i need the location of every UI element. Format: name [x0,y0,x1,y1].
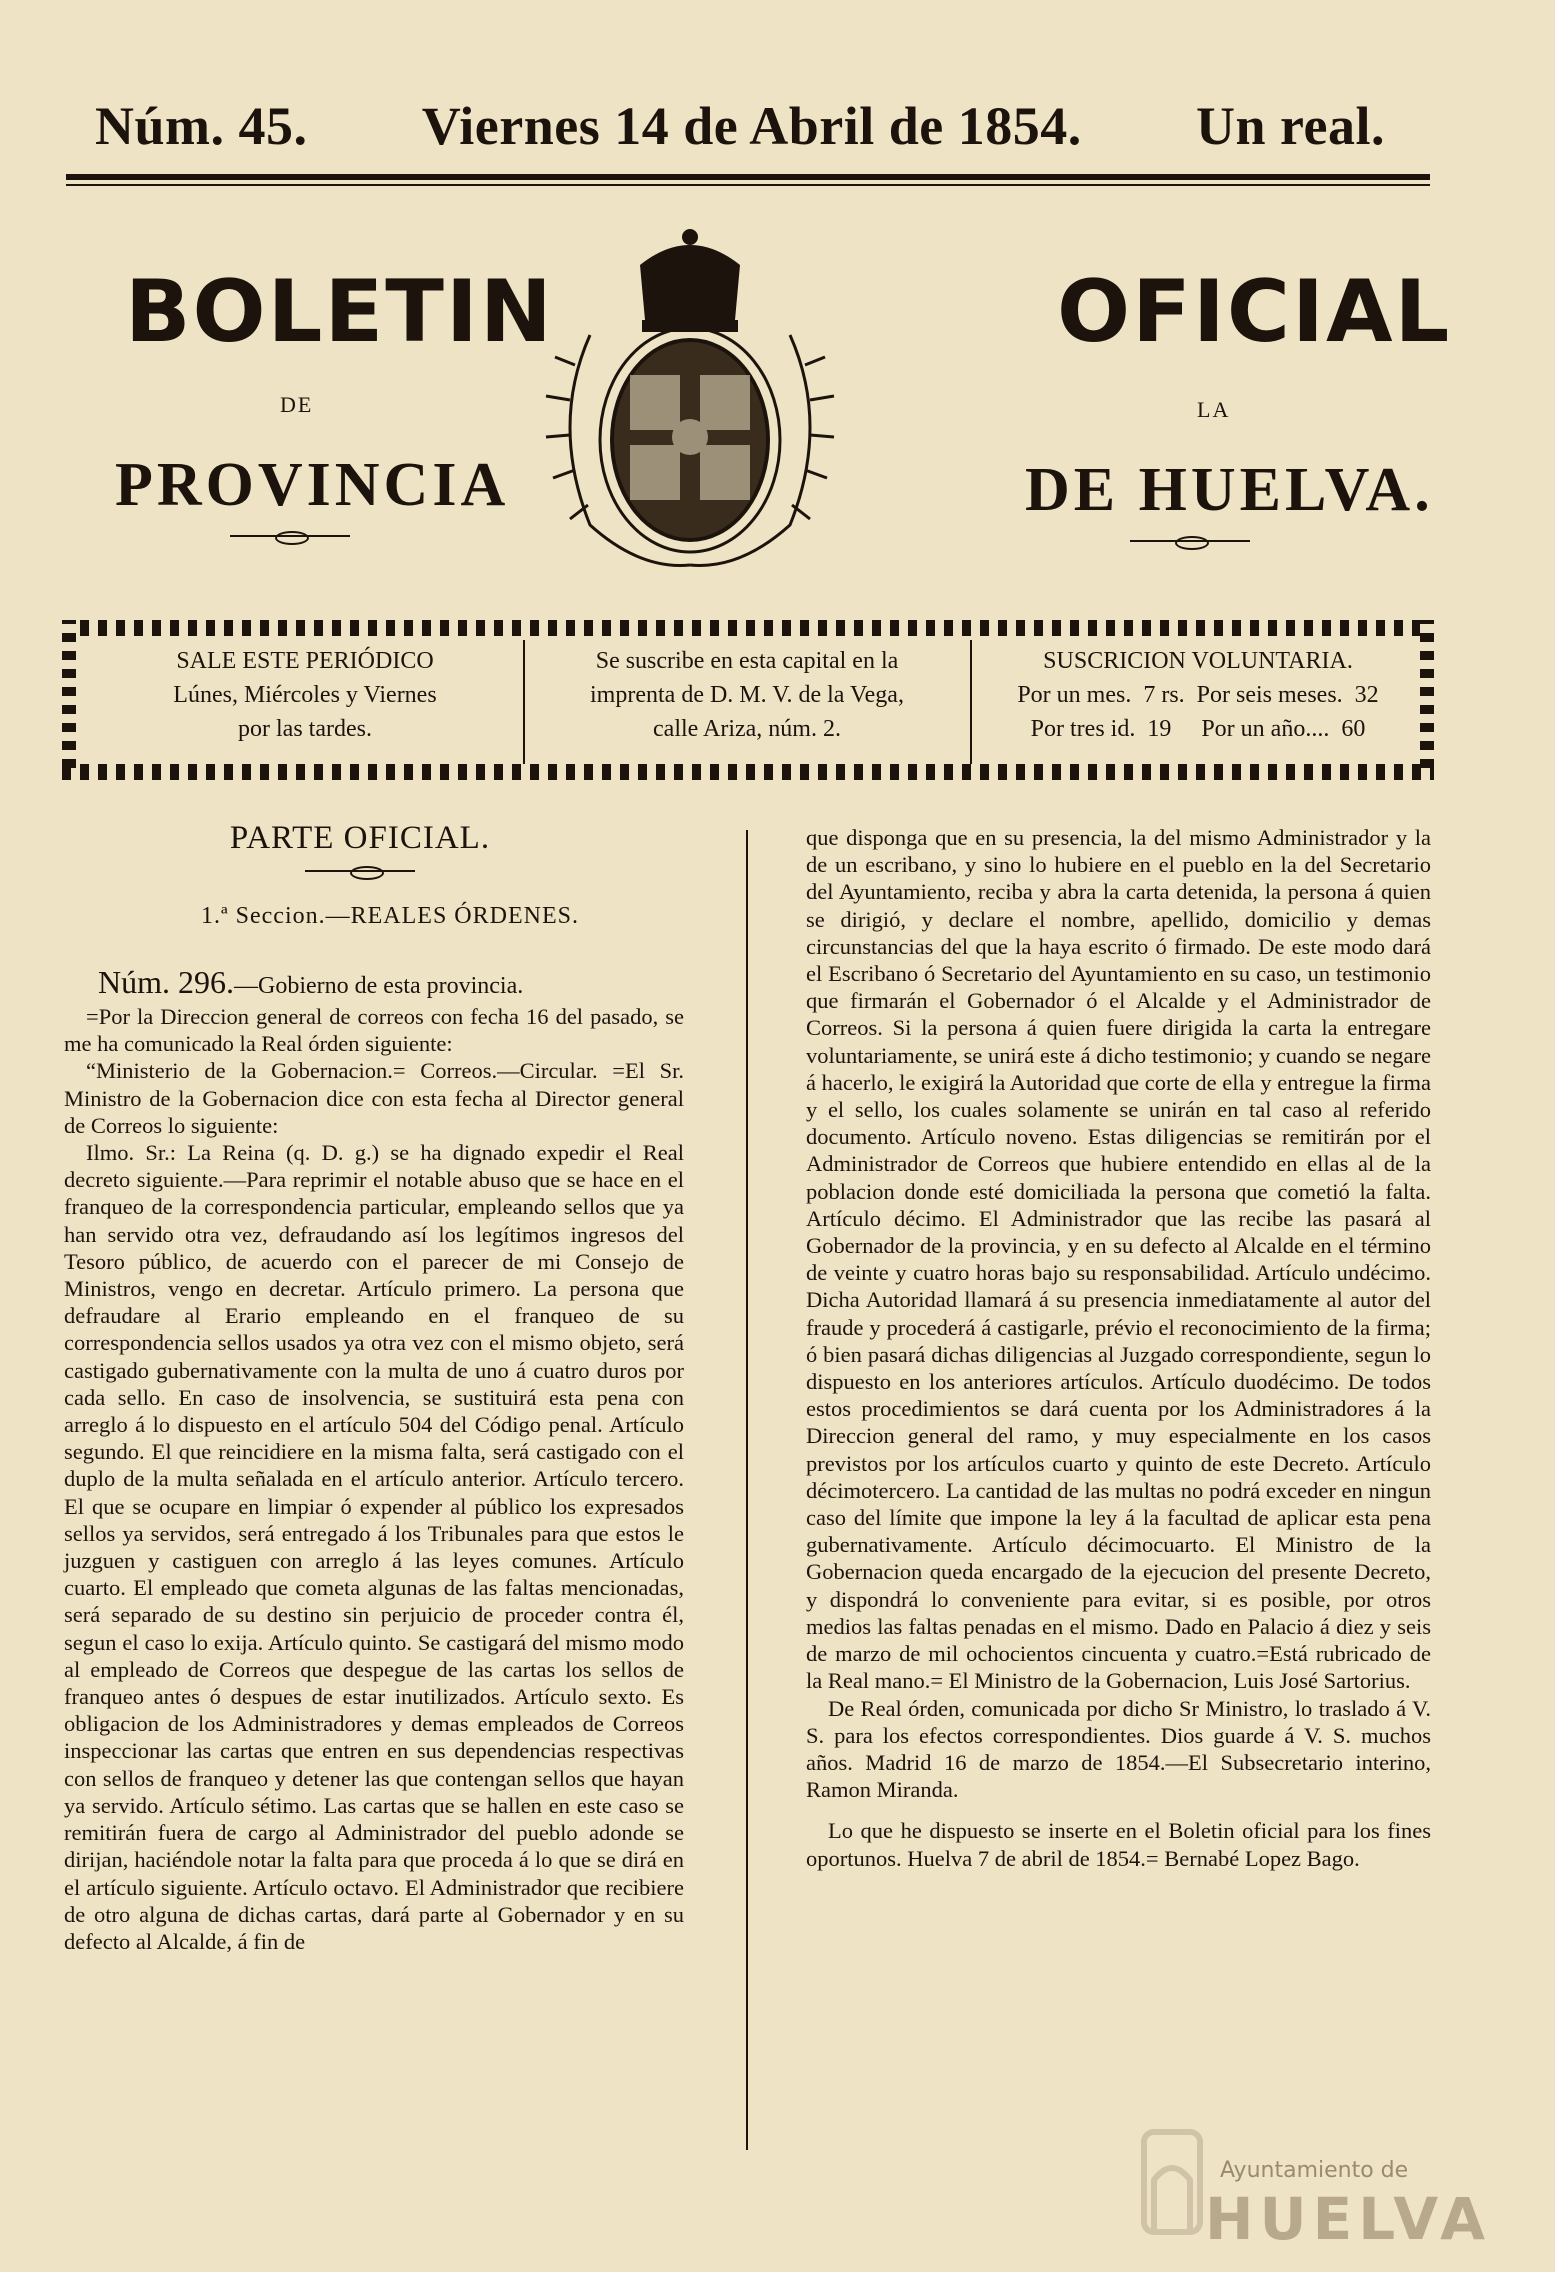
issue-number: Núm. 45. [95,96,308,156]
order-issuer: —Gobierno de esta provincia. [234,973,524,999]
issue-date: Viernes 14 de Abril de 1854. [421,96,1082,156]
ornamental-border-bottom [62,764,1434,780]
paragraph: De Real órden, comunicada por dicho Sr Ministro, lo traslado á V. S. para los efectos correspondientes. Dios guarde á V. S. muchos años. Madrid 16 de marzo de 1854.—El Subsecretario interino, Ramon Miranda. [806,1695,1431,1803]
title-provincia: PROVINCIA [115,451,510,519]
paragraph: “Ministerio de la Gobernacion.= Correos.—Circular. =El Sr. Ministro de la Gobernacion dice con esta fecha al Director general de Correos lo siguiente: [64,1058,684,1138]
info-left-line: por las tardes. [238,716,372,742]
title-oficial: OFICIAL [1057,262,1452,362]
subsection-heading: 1.ª Seccion.—REALES ÓRDENES. [201,903,579,929]
paragraph: =Por la Direccion general de correos con fecha 16 del pasado, se me ha comunicado la Real órden siguiente: [64,1004,684,1057]
ornamental-border-left [62,620,76,768]
paragraph: que disponga que en su presencia, la del mismo Administrador y la de un escribano, y sino lo hubiere en el pueblo en la del Secretario del Ayuntamiento, reciba y abra la carta detenida, la persona á quien se dirigió, y declare el nombre, apellido, domicilio y demas circunstancias del que la haya escrito ó firmado. De este modo dará el Escribano ó Secretario del Ayuntamiento en su caso, un testimonio que firmarán el Gobernador ó el Alcalde y el Administrador de Correos. Si la persona á quien fuere dirigida la carta la entregare voluntariamente, se unirá este á dicho testimonio; y cuando se negare á hacerlo, le exigirá la Autoridad que corte de ella y entregue la firma y el sello, los cuales solamente se unirán en tal caso al referido documento. Artículo noveno. Estas diligencias se remitirán por el Administrador de Correos que hubiere entendido en ellas al de la poblacion donde esté domiciliada la persona que cometió la falta. Artículo décimo. El Administrador que las recibe las pasará al Gobernador de la provincia, y en su defecto al Alcalde en el término de veinte y cuatro horas bajo su responsabilidad. Artículo undécimo. Dicha Autoridad llamará á su presencia inmediatamente al autor del fraude y procederá á castigarle, prévio el reconocimiento de la firma; ó bien pasará dichas diligencias al Juzgado correspondiente, segun lo dispuesto en los anteriores artículos. Artículo duodécimo. De todos estos procedimientos se dará cuenta por los Administradores á la Direccion general del ramo, y muy especialmente en los casos previstos por los artículos cuarto y quinto de este Decreto. Artículo décimotercero. La cantidad de las multas no podrá exceder en ningun caso del límite que impone la ley á la facultad de aplicar esta pena gubernativamente. Artículo décimocuarto. El Ministro de la Gobernacion queda encargado de la ejecucion del presente Decreto, y dispondrá lo conveniente para evitar, si es posible, por otros medios las faltas penadas en el mismo. Dado en Palacio á diez y seis de marzo de mil ochocientos cincuenta y cuatro.=Está rubricado de la Real mano.= El Ministro de la Gobernacion, Luis José Sartorius. [806,825,1431,1694]
info-price-row: Por un mes. 7 rs. Por seis meses. 32 [1017,682,1379,708]
info-middle-line: Se suscribe en esta capital en la [595,648,899,674]
paragraph: Ilmo. Sr.: La Reina (q. D. g.) se ha dignado expedir el Real decreto siguiente.—Para reprimir el notable abuso que se hace en el franqueo de la correspondencia particular, empleando sellos que ya han servido otra vez, defraudando así los legítimos ingresos del Tesoro público, de acuerdo con el parecer de mi Consejo de Ministros, vengo en decretar. Artículo primero. La persona que defraudare al Erario empleando en el franqueo de su correspondencia sellos usados ya otra vez con el mismo objeto, será castigado gubernativamente con la multa de uno á cuatro duros por cada sello. En caso de insolvencia, se sustituirá esta pena con arreglo á lo dispuesto en el artículo 504 del Código penal. Artículo segundo. El que reincidiere en la misma falta, será castigado con el duplo de la multa señalada en el artículo anterior. Artículo tercero. El que se ocupare en limpiar ó expender al público los expresados sellos ya servidos, será entregado á los Tribunales para que estos le juzguen y castiguen con arreglo á las leyes comunes. Artículo cuarto. El empleado que cometa algunas de las faltas mencionadas, será separado de su destino sin perjuicio de proceder contra él, segun el caso lo exija. Artículo quinto. Se castigará del mismo modo al empleado de Correos que despegue de las cartas los sellos de franqueo antes ó despues de estar inutilizados. Artículo sexto. Es obligacion de los Administradores y demas empleados de Correos inspeccionar las cartas que entren en sus dependencias respectivas con sellos de franqueo y detener las que contengan sellos que hayan ya servido. Artículo sétimo. Las cartas que se hallen en este caso se remitirán fuera de cargo al Administrador del pueblo adonde se dirijan, haciéndole notar la falta para que proceda á lo que se dirá en el artículo siguiente. Artículo octavo. El Administrador que recibiere de otro alguna de dichas cartas, dará parte al Gobernador y en su defecto al Alcalde, á fin de [64,1140,684,1954]
section-heading-parte-oficial: PARTE OFICIAL. [229,820,491,856]
masthead-rule [66,174,1430,180]
left-column [64,1003,684,2153]
ornamental-border-right [1420,620,1434,768]
heading-flourish [305,870,415,882]
info-middle-line: calle Ariza, núm. 2. [653,716,841,742]
info-left-line: SALE ESTE PERIÓDICO [176,648,434,674]
title-la: LA [1197,397,1231,422]
masthead-rule-thin [66,184,1430,186]
info-publication-days [95,644,515,764]
title-de: DE [280,392,314,417]
title-flourish-right [1130,540,1250,552]
info-middle-line: imprenta de D. M. V. de la Vega, [590,682,904,708]
info-price-row: Por tres id. 19 Por un año.... 60 [1030,716,1366,742]
title-flourish-left [230,535,350,547]
info-separator [523,640,525,764]
order-number: Núm. 296. [98,964,234,1000]
column-divider [746,830,748,2150]
info-subscription-place [532,644,962,764]
issue-price: Un real. [1196,96,1385,156]
title-boletin: BOLETIN [125,262,554,362]
watermark-line2: HUELVA [1205,2185,1492,2253]
title-de-huelva: DE HUELVA. [1025,456,1434,524]
paragraph: Lo que he dispuesto se inserte en el Boletin oficial para los fines oportunos. Huelva 7 de abril de 1854.= Bernabé Lopez Bago. [806,1818,1431,1871]
royal-coat-of-arms-icon [530,225,850,580]
info-left-line: Lúnes, Miércoles y Viernes [173,682,437,708]
watermark-line1: Ayuntamiento de [1220,2158,1409,2183]
ornamental-border-top [62,620,1434,636]
info-prices-title: SUSCRICION VOLUNTARIA. [1043,648,1353,674]
info-separator [970,640,972,764]
order-number-heading [98,964,688,1001]
right-column [806,824,1431,2154]
masthead-line [95,95,1385,157]
info-subscription-prices [978,644,1418,764]
